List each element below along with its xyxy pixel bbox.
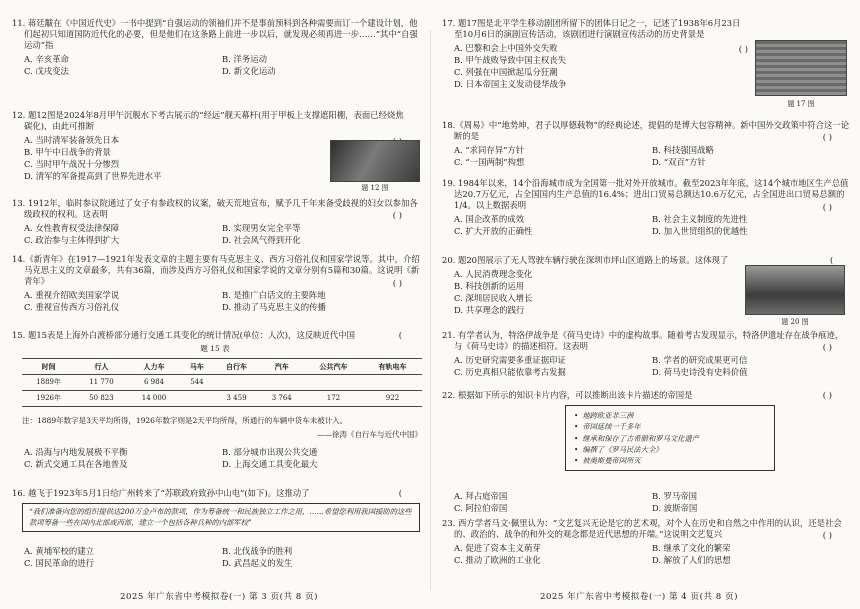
question-21 bbox=[442, 330, 850, 378]
question-13-stem: 13. 1912年，临时参议院通过了女子有参政权的议案，破天荒地宣布，赋予几千年来备受歧视的妇女以参加各级政权的权利。这表明 bbox=[12, 198, 418, 219]
option-c[interactable]: C. 历史真相只能依靠考古发掘 bbox=[454, 367, 566, 378]
question-11-options bbox=[12, 53, 420, 77]
table-cell bbox=[363, 375, 422, 391]
table-cell bbox=[180, 391, 213, 407]
option-c[interactable]: C. 戊戌变法 bbox=[24, 65, 69, 76]
page-footer: 2025 年广东省中考模拟卷(一) 第 4 页(共 8 页) bbox=[540, 591, 738, 602]
question-11 bbox=[12, 18, 420, 77]
table-header-row bbox=[22, 359, 422, 375]
card-item: • 帝国延续一千多年 bbox=[574, 421, 766, 432]
option-c[interactable]: C. 当时甲午战况十分惨烈 bbox=[24, 159, 120, 170]
question-17-stem: 17. 题17图是北平学生移动剧团所留下的团体日记之一，记述了1938年6月23日至10月6日的演剧宣传活动，该剧团进行演剧宣传活动的历史背景是 bbox=[442, 18, 741, 39]
option-a[interactable]: A. 重视介绍欧美国家学说 bbox=[24, 289, 120, 300]
option-a[interactable]: A. 辛亥革命 bbox=[24, 53, 69, 64]
question-21-stem: 21. 有学者认为，特洛伊战争是《荷马史诗》中的虚构故事。随着考古发现显示，特洛伊遗址存在战争痕迹，与《荷马史诗》的描述相符。这表明 bbox=[442, 330, 844, 351]
table-cell bbox=[304, 375, 363, 391]
option-d[interactable]: D. 解放了人们的思想 bbox=[652, 555, 731, 566]
question-16 bbox=[12, 488, 420, 499]
question-17 bbox=[442, 18, 748, 91]
answer-paren: ( bbox=[398, 330, 402, 340]
answer-paren: ( ) bbox=[822, 530, 832, 540]
figure-20-caption: 题 20 图 bbox=[781, 318, 809, 326]
card-item: • 编撰了《罗马民法大全》 bbox=[574, 444, 766, 455]
option-d[interactable]: D. 加入世贸组织的优越性 bbox=[652, 225, 748, 236]
option-b[interactable]: B. 实现男女完全平等 bbox=[222, 222, 301, 233]
option-d[interactable]: D. 武昌起义的发生 bbox=[222, 558, 293, 569]
question-14-options bbox=[12, 289, 420, 313]
figure-17-caption: 题 17 图 bbox=[787, 100, 815, 108]
option-b[interactable]: B. 学者的研究成果更可信 bbox=[652, 354, 748, 365]
option-b[interactable]: B. 甲午中日战争的背景 bbox=[24, 147, 111, 158]
option-a[interactable]: A. 黄埔军校的建立 bbox=[24, 546, 94, 556]
header-cell: 行人 bbox=[75, 359, 128, 375]
option-b[interactable]: B. 北伐战争的胜利 bbox=[222, 546, 293, 556]
question-14-stem: 14.《新青年》在1917—1921年发表文章的主题主要有马克思主义、西方习俗礼仪和国家学说等。其中，介绍马克思主义的文章最多，共有36篇，而涉及西方习俗礼仪和国家学说的文章分别有5篇和30篇。这说明《新青年》 bbox=[12, 254, 420, 286]
option-c[interactable]: C. 扩大开放的正确性 bbox=[454, 225, 533, 236]
option-b[interactable]: B. 是推广白话文的主要阵地 bbox=[222, 289, 326, 300]
option-d[interactable]: D. 社会风气得到开化 bbox=[222, 235, 301, 246]
option-a[interactable]: A. 巴黎和会上中国外交失败 bbox=[454, 42, 558, 53]
table-cell: 6 984 bbox=[128, 375, 181, 391]
question-20-stem: 20. 题20图展示了无人驾驶车辆行驶在深圳市坪山区道路上的场景。这体现了 bbox=[442, 255, 729, 265]
answer-paren: ( bbox=[398, 488, 402, 498]
answer-paren: ( ) bbox=[822, 132, 832, 142]
option-c[interactable]: C. 推动了欧洲的工业化 bbox=[454, 555, 541, 566]
table-cell: 3 764 bbox=[260, 391, 304, 407]
answer-paren: ( ) bbox=[822, 342, 832, 352]
option-d[interactable]: D. 推动了马克思主义的传播 bbox=[222, 301, 326, 312]
option-b[interactable]: B. 甲午战败导致中国主权丧失 bbox=[454, 55, 566, 66]
question-16-stem: 16. 越飞于1923年5月1日给广州转来了“苏联政府致孙中山电”(如下)。这推动了 bbox=[12, 488, 310, 498]
option-b[interactable]: B. 罗马帝国 bbox=[652, 491, 697, 501]
mast-photo bbox=[330, 140, 420, 182]
option-a[interactable]: A. 促进了资本主义萌芽 bbox=[454, 542, 541, 553]
table-cell: 3 459 bbox=[213, 391, 259, 407]
option-a[interactable]: A. 沿海与内地发展极不平衡 bbox=[24, 447, 128, 457]
question-12-stem: 12. 题12图是2024年8月甲午沉舰水下考古展示的“经远”舰天幕杆(用于甲板上支撑遮阳棚，表面已经烧焦碳化)，由此可推断 bbox=[12, 110, 404, 131]
card-item: • 被奥斯曼帝国所灭 bbox=[574, 455, 766, 466]
card-item: • 继承和保存了古希腊和罗马文化遗产 bbox=[574, 433, 766, 444]
question-22-options bbox=[442, 490, 850, 514]
option-b[interactable]: B. 部分城市出现公共交通 bbox=[222, 447, 318, 457]
question-15 bbox=[12, 330, 420, 341]
header-cell: 有轨电车 bbox=[363, 359, 422, 375]
option-b[interactable]: B. 洋务运动 bbox=[222, 53, 267, 64]
header-cell: 公共汽车 bbox=[304, 359, 363, 375]
option-a[interactable]: A. 当时清军装备领先日本 bbox=[24, 134, 120, 145]
header-cell: 汽车 bbox=[260, 359, 304, 375]
table-15-source: ——徐涛《自行车与近代中国》 bbox=[317, 430, 422, 439]
table-cell: 1926年 bbox=[22, 391, 75, 407]
question-19 bbox=[442, 178, 850, 237]
question-13-options bbox=[12, 222, 420, 246]
table-row bbox=[22, 391, 422, 407]
question-14 bbox=[12, 254, 420, 313]
question-12-options bbox=[12, 134, 312, 183]
option-c[interactable]: C. 深圳居民收入增长 bbox=[454, 293, 533, 304]
option-c[interactable]: C. “一国两制”构想 bbox=[454, 157, 525, 168]
table-cell: 11 770 bbox=[75, 375, 128, 391]
option-b[interactable]: B. 社会主义制度的先进性 bbox=[652, 213, 748, 224]
option-b[interactable]: B. 继承了文化的繁荣 bbox=[652, 542, 731, 553]
question-18-stem: 18.《周易》中“地势坤，君子以厚德载物”的经典论述，提倡的是博大包容精神。新中国外交政策中符合这一论断的是 bbox=[442, 120, 850, 141]
question-23 bbox=[442, 518, 850, 566]
traffic-table bbox=[22, 358, 422, 407]
question-16-options bbox=[12, 545, 420, 569]
option-a[interactable]: A. 历史研究需要多重证据印证 bbox=[454, 354, 566, 365]
table-cell bbox=[213, 375, 259, 391]
question-19-stem: 19. 1984年以来，14个沿海城市成为全国第一批对外开放城市。截至2023年年底，这14个城市地区生产总值达20.7万亿元，占全国国内生产总值的16.4%；进出口贸易总额达10.6万亿元，占全国进出口贸易总额的1/4。以上数据表明 bbox=[442, 178, 849, 210]
figure-12-caption: 题 12 图 bbox=[361, 184, 389, 192]
table-15-title: 题 15 表 bbox=[200, 344, 230, 353]
question-21-options bbox=[442, 354, 850, 378]
question-23-stem: 23. 西方学者马文·佩里认为：“文艺复兴无论是它的艺术观，对个人在历史和自然之中作用的认识，还是社会的、政治的、战争的和外交的观念都是近代思想的开端。”这说明文艺复兴 bbox=[442, 518, 842, 539]
option-b[interactable]: B. 科技强国战略 bbox=[652, 144, 714, 155]
answer-paren: ( ) bbox=[392, 210, 402, 220]
question-23-options bbox=[442, 542, 850, 566]
option-c[interactable]: C. 阿拉伯帝国 bbox=[454, 503, 508, 514]
option-d[interactable]: D. 波斯帝国 bbox=[652, 503, 698, 514]
question-15-options-block bbox=[12, 444, 420, 470]
question-18 bbox=[442, 120, 850, 168]
option-a[interactable]: A. 拜占庭帝国 bbox=[454, 491, 508, 501]
option-d[interactable]: D. “双百”方针 bbox=[652, 157, 706, 168]
question-13 bbox=[12, 198, 420, 246]
header-cell: 时间 bbox=[22, 359, 75, 375]
table-cell: 50 823 bbox=[75, 391, 128, 407]
question-22 bbox=[442, 390, 850, 401]
answer-paren: ( bbox=[830, 255, 834, 265]
header-cell: 自行车 bbox=[213, 359, 259, 375]
card-item: • 地跨欧亚非三洲 bbox=[574, 410, 766, 421]
table-row bbox=[22, 375, 422, 391]
question-16-options-block bbox=[12, 543, 420, 569]
car-interior-photo bbox=[745, 265, 845, 315]
question-15-stem: 15. 题15表是上海外白渡桥部分通行交通工具变化的统计情况(单位：人次)，这反映近代中国 bbox=[12, 330, 356, 340]
header-cell: 马车 bbox=[180, 359, 213, 375]
table-15-note: 注：1889年数字是3天平均所得，1926年数字则是2天平均所得，所通行的车辆中货车未被计入。 bbox=[22, 416, 348, 425]
answer-paren: ( ) bbox=[822, 390, 832, 400]
question-22-options-block bbox=[442, 488, 850, 514]
knowledge-card bbox=[565, 405, 775, 471]
option-c[interactable]: C. 列强在中国掀起瓜分狂潮 bbox=[454, 67, 558, 78]
table-cell: 544 bbox=[180, 375, 213, 391]
option-d[interactable]: D. 荷马史诗没有史料价值 bbox=[652, 367, 748, 378]
header-cell: 人力车 bbox=[128, 359, 181, 375]
question-19-options bbox=[442, 213, 850, 237]
option-d[interactable]: D. 新文化运动 bbox=[222, 65, 276, 76]
table-cell: 1889年 bbox=[22, 375, 75, 391]
table-cell: 172 bbox=[304, 391, 363, 407]
answer-paren: ( ) bbox=[738, 44, 748, 54]
option-d[interactable]: D. 上海交通工具变化最大 bbox=[222, 459, 318, 470]
page-4 bbox=[430, 0, 860, 609]
option-c[interactable]: C. 新式交通工具在各地普及 bbox=[24, 459, 128, 470]
table-cell: 922 bbox=[363, 391, 422, 407]
option-c[interactable]: C. 重视宣传西方习俗礼仪 bbox=[24, 301, 120, 312]
option-a[interactable]: A. 国企改革的成效 bbox=[454, 213, 524, 224]
option-a[interactable]: A. 人民消费理念变化 bbox=[454, 268, 533, 279]
answer-paren: ( ) bbox=[392, 278, 402, 288]
question-20-options bbox=[442, 268, 742, 317]
question-22-stem: 22. 根据如下所示的知识卡片内容，可以推断出该卡片描述的帝国是 bbox=[442, 390, 693, 400]
telegram-quote: “我们准备向您的组织提供达200万金卢布的款项，作为筹备统一和民族独立工作之用，……希望您利用我国援助的这些款项筹备一些在国内北部或西部，建立一个包括各种兵种的内部军校” bbox=[22, 503, 420, 532]
option-a[interactable]: A. 女性教育权受法律保障 bbox=[24, 222, 120, 233]
option-d[interactable]: D. 共享理念的践行 bbox=[454, 305, 525, 316]
option-d[interactable]: D. 清军的军备提高到了世界先进水平 bbox=[24, 171, 162, 182]
question-11-stem: 11. 蒋廷黻在《中国近代史》一书中提到“自强运动的领袖们并不是事前预料到各种需要而订一个建设计划，他们起初只知道国防近代化的必要，但是他们在这条路上前进一步以后，就发现必须再进一步……”其中“自强运动”指 bbox=[12, 18, 418, 50]
page-footer: 2025 年广东省中考模拟卷(一) 第 3 页(共 8 页) bbox=[120, 591, 318, 602]
diary-photo bbox=[755, 40, 847, 96]
option-a[interactable]: A. “求同存异”方针 bbox=[454, 144, 525, 155]
table-cell bbox=[260, 375, 304, 391]
option-c[interactable]: C. 国民革命的进行 bbox=[24, 558, 95, 569]
question-15-options bbox=[12, 446, 420, 470]
question-18-options bbox=[442, 144, 850, 168]
option-b[interactable]: B. 科技创新的运用 bbox=[454, 281, 525, 292]
option-d[interactable]: D. 日本帝国主义发动侵华战争 bbox=[454, 79, 567, 90]
answer-paren: ( ) bbox=[822, 202, 832, 212]
option-c[interactable]: C. 政治参与主体得到扩大 bbox=[24, 235, 120, 246]
table-cell: 14 000 bbox=[128, 391, 181, 407]
question-17-options bbox=[442, 42, 742, 91]
